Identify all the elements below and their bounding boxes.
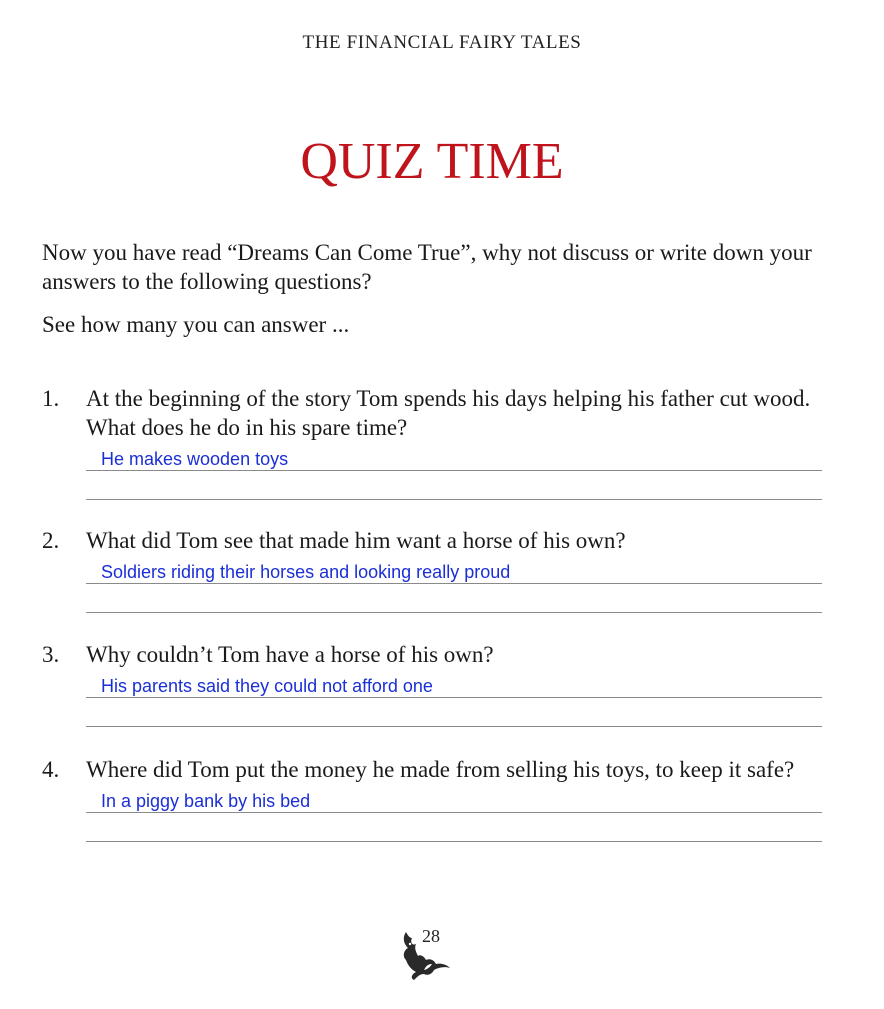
answer-text: In a piggy bank by his bed: [101, 791, 311, 811]
answer-field-1[interactable]: [86, 442, 822, 471]
page-title: QUIZ TIME: [300, 133, 564, 190]
dragon-ornament-icon: [398, 930, 456, 982]
answer-field-3[interactable]: [86, 669, 822, 698]
blank-answer-line[interactable]: [86, 471, 822, 500]
answer-text: He makes wooden toys: [101, 449, 289, 469]
question-number: 2.: [42, 528, 60, 553]
blank-answer-line[interactable]: [86, 584, 822, 613]
answer-text: His parents said they could not afford one: [101, 676, 433, 696]
question-4: [42, 755, 832, 842]
question-2: [42, 526, 832, 613]
question-1: [42, 384, 832, 500]
answer-field-4[interactable]: [86, 784, 822, 813]
blank-answer-line[interactable]: [86, 698, 822, 727]
blank-answer-line[interactable]: [86, 813, 822, 842]
question-text: At the beginning of the story Tom spends his days helping his father cut wood. What does he do in his spare time?: [86, 386, 811, 440]
intro-prompt: See how many you can answer ...: [42, 312, 350, 337]
answer-text: Soldiers riding their horses and looking really proud: [101, 562, 511, 582]
book-title-header: THE FINANCIAL FAIRY TALES: [302, 32, 582, 53]
question-text: Why couldn’t Tom have a horse of his own?: [86, 642, 494, 667]
question-number: 4.: [42, 757, 60, 782]
question-number: 3.: [42, 642, 60, 667]
question-text: What did Tom see that made him want a horse of his own?: [86, 528, 626, 553]
question-number: 1.: [42, 386, 60, 411]
question-text: Where did Tom put the money he made from selling his toys, to keep it safe?: [86, 757, 795, 782]
intro-paragraph: Now you have read “Dreams Can Come True”, why not discuss or write down your answers to the following questions?: [42, 240, 812, 294]
answer-field-2[interactable]: [86, 555, 822, 584]
question-3: [42, 640, 832, 727]
page-number: 28: [422, 926, 440, 946]
